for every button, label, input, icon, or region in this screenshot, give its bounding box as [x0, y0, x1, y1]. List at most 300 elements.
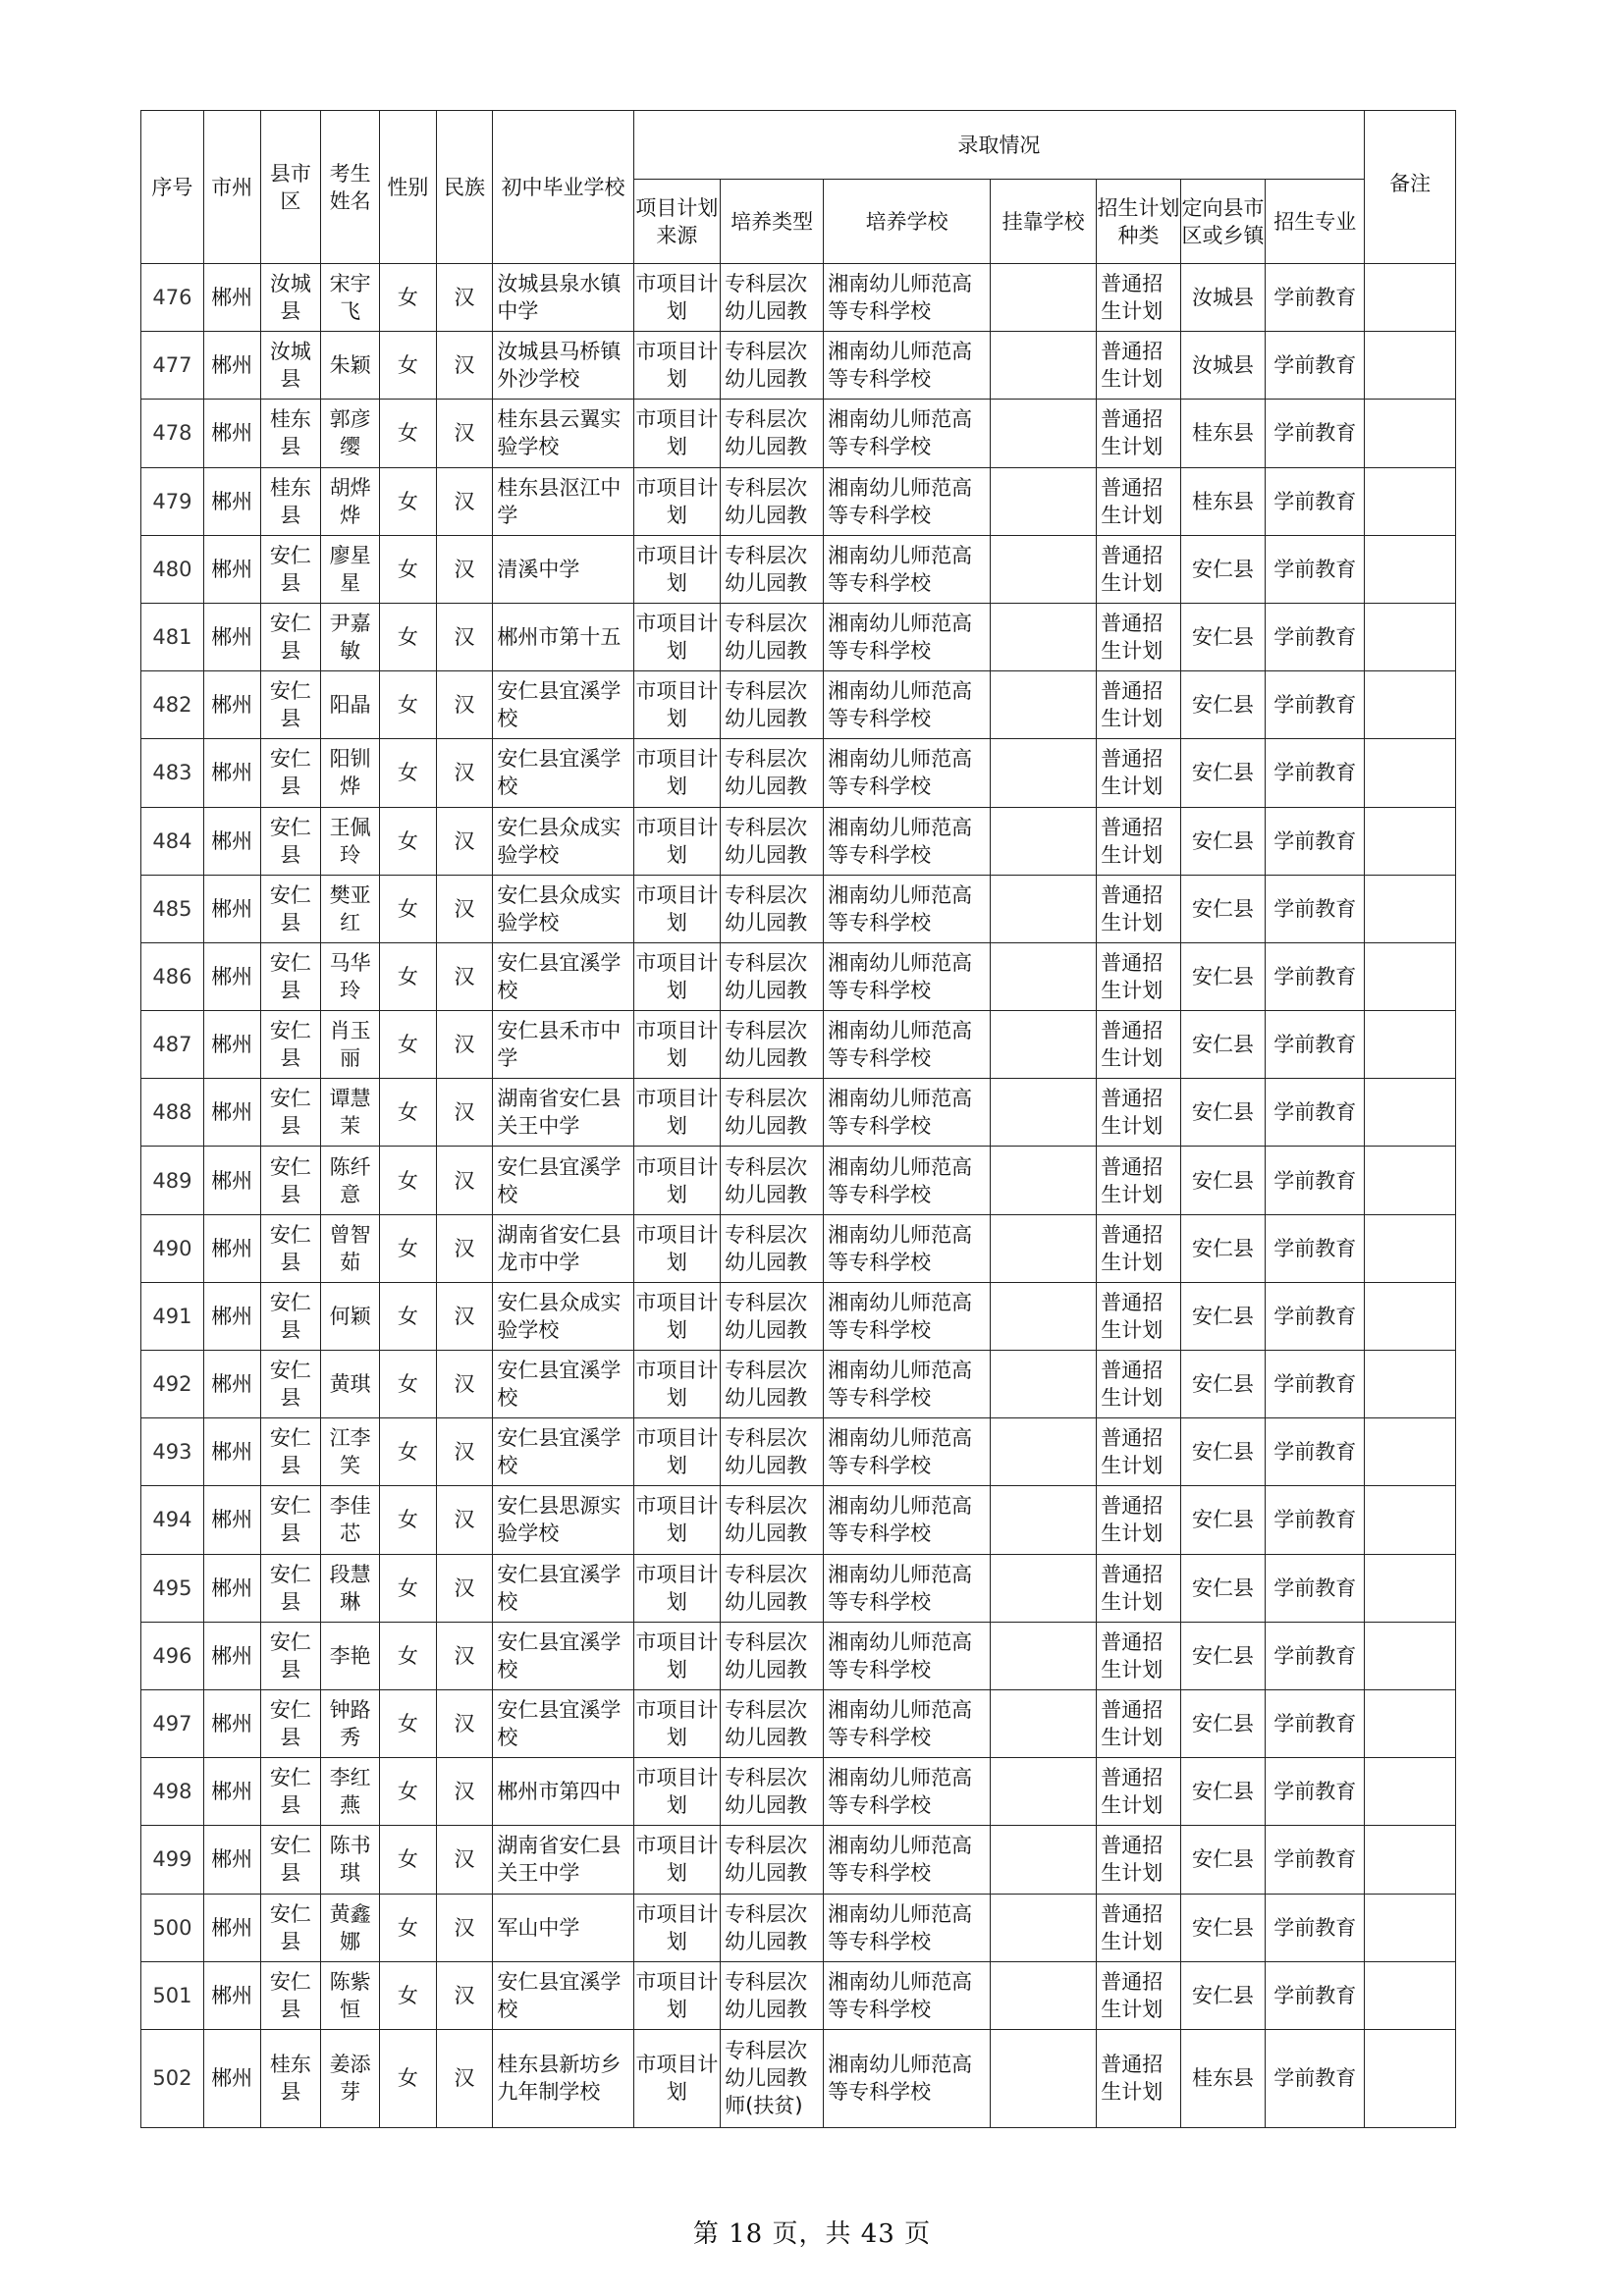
table-row: [141, 739, 1456, 807]
cell-gender: 女: [380, 603, 437, 670]
cell-plan-kind-text: 普通招生计划: [1101, 1019, 1164, 1071]
cell-city: 郴州: [203, 1486, 260, 1554]
cell-train-type: [721, 1758, 824, 1826]
cell-plan-kind: [1097, 2029, 1180, 2127]
cell-train-school-text: 湘南幼儿师范高等专科学校: [828, 272, 973, 324]
cell-train-type-text: 专科层次幼儿园教: [725, 1426, 808, 1478]
table-row: [141, 1351, 1456, 1418]
cell-gender: 女: [380, 1214, 437, 1282]
cell-plan-source: [633, 1351, 721, 1418]
cell-plan-source-text: 市项目计划: [635, 612, 719, 664]
cell-train-school-text: 湘南幼儿师范高等专科学校: [828, 543, 973, 595]
cell-target-area: 安仁县: [1180, 1622, 1266, 1689]
header-train-type: 培养类型: [721, 180, 824, 264]
cell-plan-source-text: 市项目计划: [635, 1901, 719, 1953]
cell-train-school-text: 湘南幼儿师范高等专科学校: [828, 950, 973, 1002]
cell-plan-kind: [1097, 1961, 1180, 2029]
cell-plan-kind: [1097, 1554, 1180, 1622]
cell-plan-source-text: 市项目计划: [635, 1222, 719, 1274]
cell-plan-source: [633, 671, 721, 739]
cell-train-type: [721, 1554, 824, 1622]
cell-middle-school: [493, 467, 633, 535]
header-ethnicity: 民族: [436, 111, 493, 264]
cell-plan-kind: [1097, 400, 1180, 467]
cell-plan-source-text: 市项目计划: [635, 1766, 719, 1818]
table-row: [141, 1622, 1456, 1689]
cell-plan-source-text: 市项目计划: [635, 1290, 719, 1342]
cell-gender: 女: [380, 1079, 437, 1147]
cell-name: 尹嘉敏: [321, 603, 380, 670]
cell-name: 王佩玲: [321, 807, 380, 875]
cell-county: 安仁县: [260, 1282, 321, 1350]
cell-train-school: [824, 1689, 991, 1757]
header-county: 县市区: [260, 111, 321, 264]
cell-plan-kind-text: 普通招生计划: [1101, 815, 1164, 867]
cell-plan-kind: [1097, 1079, 1180, 1147]
cell-plan-kind: [1097, 1011, 1180, 1079]
cell-city: 郴州: [203, 1554, 260, 1622]
cell-major: 学前教育: [1266, 400, 1365, 467]
cell-seq: 499: [141, 1826, 204, 1894]
cell-train-school: [824, 1418, 991, 1486]
cell-affiliated-school: [991, 1758, 1097, 1826]
cell-name: 朱颖: [321, 332, 380, 400]
cell-name: 樊亚红: [321, 875, 380, 942]
cell-plan-kind-text: 普通招生计划: [1101, 1698, 1164, 1750]
header-gender: 性别: [380, 111, 437, 264]
cell-train-school-text: 湘南幼儿师范高等专科学校: [828, 1629, 973, 1682]
cell-affiliated-school: [991, 1351, 1097, 1418]
cell-name: 宋宇飞: [321, 264, 380, 332]
cell-county: 桂东县: [260, 2029, 321, 2127]
cell-train-type: [721, 1486, 824, 1554]
header-admission: 录取情况: [633, 111, 1365, 180]
cell-train-type-text: 专科层次幼儿园教: [725, 1698, 808, 1750]
cell-ethnicity: 汉: [436, 1689, 493, 1757]
cell-county: 安仁县: [260, 1826, 321, 1894]
table-row: [141, 535, 1456, 603]
table-row: [141, 603, 1456, 670]
cell-middle-school: [493, 1554, 633, 1622]
cell-plan-kind: [1097, 1214, 1180, 1282]
cell-train-school-text: 湘南幼儿师范高等专科学校: [828, 1901, 973, 1953]
cell-city: 郴州: [203, 739, 260, 807]
cell-plan-kind-text: 普通招生计划: [1101, 1359, 1164, 1411]
cell-ethnicity: 汉: [436, 1554, 493, 1622]
cell-ethnicity: 汉: [436, 1826, 493, 1894]
cell-affiliated-school: [991, 264, 1097, 332]
cell-plan-source: [633, 1147, 721, 1214]
cell-plan-source: [633, 942, 721, 1010]
cell-seq: 492: [141, 1351, 204, 1418]
cell-plan-kind: [1097, 942, 1180, 1010]
cell-name: 黄琪: [321, 1351, 380, 1418]
cell-name: 黄鑫娜: [321, 1894, 380, 1961]
cell-city: 郴州: [203, 1758, 260, 1826]
cell-target-area: 安仁县: [1180, 1486, 1266, 1554]
cell-train-school-text: 湘南幼儿师范高等专科学校: [828, 475, 973, 527]
cell-middle-school-text: 安仁县宜溪学校: [497, 950, 622, 1002]
cell-affiliated-school: [991, 1282, 1097, 1350]
cell-train-school: [824, 1894, 991, 1961]
cell-train-school: [824, 467, 991, 535]
cell-seq: 501: [141, 1961, 204, 2029]
cell-major: 学前教育: [1266, 1554, 1365, 1622]
table-row: [141, 875, 1456, 942]
cell-train-type: [721, 1147, 824, 1214]
cell-name: 阳晶: [321, 671, 380, 739]
cell-affiliated-school: [991, 1622, 1097, 1689]
cell-affiliated-school: [991, 1147, 1097, 1214]
cell-train-school: [824, 1554, 991, 1622]
cell-county: 安仁县: [260, 671, 321, 739]
cell-plan-kind-text: 普通招生计划: [1101, 679, 1164, 731]
cell-middle-school: [493, 1282, 633, 1350]
cell-ethnicity: 汉: [436, 1961, 493, 2029]
cell-train-type: [721, 1961, 824, 2029]
cell-seq: 493: [141, 1418, 204, 1486]
cell-plan-kind: [1097, 1486, 1180, 1554]
cell-seq: 496: [141, 1622, 204, 1689]
cell-major: 学前教育: [1266, 1758, 1365, 1826]
cell-train-school: [824, 807, 991, 875]
cell-middle-school-text: 桂东县云翼实验学校: [497, 407, 622, 459]
cell-county: 桂东县: [260, 467, 321, 535]
cell-train-school: [824, 1147, 991, 1214]
cell-middle-school: [493, 603, 633, 670]
cell-train-type: [721, 1418, 824, 1486]
cell-train-type-text: 专科层次幼儿园教: [725, 1901, 808, 1953]
cell-plan-kind-text: 普通招生计划: [1101, 1562, 1164, 1614]
cell-major: 学前教育: [1266, 1147, 1365, 1214]
cell-train-school-text: 湘南幼儿师范高等专科学校: [828, 1290, 973, 1342]
cell-target-area: 安仁县: [1180, 1961, 1266, 2029]
cell-plan-source-text: 市项目计划: [635, 1154, 719, 1206]
cell-seq: 486: [141, 942, 204, 1010]
cell-train-type-text: 专科层次幼儿园教: [725, 1222, 808, 1274]
cell-train-type: [721, 467, 824, 535]
cell-ethnicity: 汉: [436, 603, 493, 670]
cell-plan-kind-text: 普通招生计划: [1101, 1834, 1164, 1886]
cell-train-type-text: 专科层次幼儿园教: [725, 679, 808, 731]
cell-remarks: [1365, 2029, 1456, 2127]
cell-affiliated-school: [991, 1894, 1097, 1961]
cell-remarks: [1365, 1418, 1456, 1486]
cell-plan-kind: [1097, 332, 1180, 400]
cell-affiliated-school: [991, 1486, 1097, 1554]
cell-remarks: [1365, 1554, 1456, 1622]
cell-major: 学前教育: [1266, 875, 1365, 942]
cell-remarks: [1365, 1079, 1456, 1147]
cell-ethnicity: 汉: [436, 875, 493, 942]
cell-train-school: [824, 603, 991, 670]
cell-plan-kind-text: 普通招生计划: [1101, 340, 1164, 392]
cell-seq: 491: [141, 1282, 204, 1350]
cell-name: 胡烨烨: [321, 467, 380, 535]
cell-middle-school-text: 安仁县宜溪学校: [497, 679, 622, 731]
cell-train-type-text: 专科层次幼儿园教师(扶贫): [725, 2039, 808, 2118]
cell-target-area: 安仁县: [1180, 1079, 1266, 1147]
cell-seq: 476: [141, 264, 204, 332]
cell-train-school: [824, 942, 991, 1010]
cell-train-school: [824, 671, 991, 739]
cell-seq: 481: [141, 603, 204, 670]
cell-city: 郴州: [203, 332, 260, 400]
cell-plan-source-text: 市项目计划: [635, 679, 719, 731]
cell-major: 学前教育: [1266, 739, 1365, 807]
cell-gender: 女: [380, 1554, 437, 1622]
header-remarks: 备注: [1365, 111, 1456, 264]
cell-middle-school-text: 湖南省安仁县关王中学: [497, 1087, 622, 1139]
cell-city: 郴州: [203, 2029, 260, 2127]
cell-county: 安仁县: [260, 1894, 321, 1961]
cell-middle-school: [493, 1758, 633, 1826]
cell-train-school: [824, 332, 991, 400]
cell-county: 安仁县: [260, 1961, 321, 2029]
header-target-area: 定向县市区或乡镇: [1180, 180, 1266, 264]
table-row: [141, 1147, 1456, 1214]
cell-affiliated-school: [991, 1554, 1097, 1622]
cell-middle-school-text: 郴州市第十五: [497, 625, 622, 650]
cell-name: 肖玉丽: [321, 1011, 380, 1079]
cell-plan-source-text: 市项目计划: [635, 272, 719, 324]
cell-affiliated-school: [991, 1418, 1097, 1486]
cell-major: 学前教育: [1266, 1418, 1365, 1486]
cell-county: 安仁县: [260, 535, 321, 603]
cell-remarks: [1365, 467, 1456, 535]
cell-plan-source-text: 市项目计划: [635, 1629, 719, 1682]
cell-ethnicity: 汉: [436, 1758, 493, 1826]
cell-major: 学前教育: [1266, 535, 1365, 603]
cell-city: 郴州: [203, 1961, 260, 2029]
cell-plan-kind: [1097, 264, 1180, 332]
cell-remarks: [1365, 942, 1456, 1010]
cell-plan-kind-text: 普通招生计划: [1101, 1969, 1164, 2021]
cell-train-school-text: 湘南幼儿师范高等专科学校: [828, 612, 973, 664]
cell-affiliated-school: [991, 1689, 1097, 1757]
cell-gender: 女: [380, 1689, 437, 1757]
cell-major: 学前教育: [1266, 671, 1365, 739]
cell-middle-school-text: 清溪中学: [497, 557, 580, 581]
cell-ethnicity: 汉: [436, 400, 493, 467]
cell-middle-school: [493, 875, 633, 942]
cell-seq: 480: [141, 535, 204, 603]
page-footer: 第 18 页，共 43 页: [692, 2219, 932, 2249]
cell-middle-school: [493, 1894, 633, 1961]
cell-affiliated-school: [991, 739, 1097, 807]
cell-name: 陈书琪: [321, 1826, 380, 1894]
cell-major: 学前教育: [1266, 332, 1365, 400]
cell-train-school: [824, 1079, 991, 1147]
cell-gender: 女: [380, 807, 437, 875]
cell-remarks: [1365, 1214, 1456, 1282]
cell-target-area: 桂东县: [1180, 467, 1266, 535]
cell-plan-kind: [1097, 739, 1180, 807]
cell-plan-kind: [1097, 467, 1180, 535]
header-middle-school: 初中毕业学校: [493, 111, 633, 264]
cell-ethnicity: 汉: [436, 1622, 493, 1689]
header-name: 考生姓名: [321, 111, 380, 264]
cell-name: 廖星星: [321, 535, 380, 603]
cell-name: 曾智茹: [321, 1214, 380, 1282]
cell-affiliated-school: [991, 332, 1097, 400]
cell-train-type: [721, 1079, 824, 1147]
table-row: [141, 1486, 1456, 1554]
table-row: [141, 467, 1456, 535]
cell-target-area: 安仁县: [1180, 1826, 1266, 1894]
cell-plan-source: [633, 1282, 721, 1350]
cell-name: 谭慧茉: [321, 1079, 380, 1147]
cell-train-school-text: 湘南幼儿师范高等专科学校: [828, 1154, 973, 1206]
cell-major: 学前教育: [1266, 603, 1365, 670]
cell-middle-school-text: 安仁县宜溪学校: [497, 1562, 622, 1614]
cell-name: 姜添芽: [321, 2029, 380, 2127]
cell-seq: 490: [141, 1214, 204, 1282]
cell-middle-school: [493, 739, 633, 807]
cell-middle-school: [493, 2029, 633, 2127]
cell-middle-school-text: 安仁县禾市中学: [497, 1019, 622, 1071]
cell-middle-school: [493, 1826, 633, 1894]
table-row: [141, 332, 1456, 400]
cell-plan-source-text: 市项目计划: [635, 407, 719, 459]
cell-seq: 482: [141, 671, 204, 739]
cell-seq: 487: [141, 1011, 204, 1079]
cell-major: 学前教育: [1266, 467, 1365, 535]
cell-plan-kind: [1097, 1826, 1180, 1894]
cell-plan-kind-text: 普通招生计划: [1101, 1629, 1164, 1682]
cell-major: 学前教育: [1266, 1282, 1365, 1350]
cell-plan-kind-text: 普通招生计划: [1101, 612, 1164, 664]
cell-plan-source: [633, 1011, 721, 1079]
cell-remarks: [1365, 535, 1456, 603]
cell-plan-kind-text: 普通招生计划: [1101, 1766, 1164, 1818]
cell-name: 钟路秀: [321, 1689, 380, 1757]
cell-train-type: [721, 1351, 824, 1418]
cell-train-type: [721, 535, 824, 603]
cell-gender: 女: [380, 1351, 437, 1418]
cell-name: 江李笑: [321, 1418, 380, 1486]
table-row: [141, 400, 1456, 467]
cell-gender: 女: [380, 875, 437, 942]
cell-gender: 女: [380, 1894, 437, 1961]
cell-plan-kind: [1097, 1282, 1180, 1350]
cell-affiliated-school: [991, 467, 1097, 535]
cell-plan-kind-text: 普通招生计划: [1101, 543, 1164, 595]
cell-middle-school-text: 安仁县宜溪学校: [497, 1698, 622, 1750]
cell-train-school-text: 湘南幼儿师范高等专科学校: [828, 747, 973, 799]
cell-plan-source-text: 市项目计划: [635, 1359, 719, 1411]
cell-plan-source: [633, 1894, 721, 1961]
cell-train-school-text: 湘南幼儿师范高等专科学校: [828, 1969, 973, 2021]
cell-target-area: 安仁县: [1180, 1011, 1266, 1079]
table-row: [141, 1554, 1456, 1622]
cell-plan-kind-text: 普通招生计划: [1101, 1222, 1164, 1274]
cell-plan-source-text: 市项目计划: [635, 1698, 719, 1750]
cell-train-type-text: 专科层次幼儿园教: [725, 1087, 808, 1139]
cell-major: 学前教育: [1266, 1826, 1365, 1894]
cell-train-type: [721, 603, 824, 670]
cell-seq: 477: [141, 332, 204, 400]
cell-gender: 女: [380, 332, 437, 400]
cell-name: 何颖: [321, 1282, 380, 1350]
table-row: [141, 1758, 1456, 1826]
cell-plan-kind: [1097, 671, 1180, 739]
cell-middle-school: [493, 1961, 633, 2029]
cell-train-school: [824, 1826, 991, 1894]
cell-train-school: [824, 739, 991, 807]
cell-train-school-text: 湘南幼儿师范高等专科学校: [828, 1834, 973, 1886]
cell-major: 学前教育: [1266, 807, 1365, 875]
cell-plan-source-text: 市项目计划: [635, 950, 719, 1002]
cell-train-school-text: 湘南幼儿师范高等专科学校: [828, 679, 973, 731]
table-row: [141, 1214, 1456, 1282]
cell-plan-source: [633, 603, 721, 670]
cell-target-area: 安仁县: [1180, 1894, 1266, 1961]
cell-affiliated-school: [991, 535, 1097, 603]
cell-affiliated-school: [991, 1826, 1097, 1894]
cell-middle-school-text: 安仁县众成实验学校: [497, 815, 622, 867]
cell-ethnicity: 汉: [436, 1894, 493, 1961]
cell-gender: 女: [380, 1486, 437, 1554]
cell-remarks: [1365, 1351, 1456, 1418]
cell-gender: 女: [380, 264, 437, 332]
table-row: [141, 1826, 1456, 1894]
table-row: [141, 264, 1456, 332]
cell-county: 安仁县: [260, 1622, 321, 1689]
cell-train-type-text: 专科层次幼儿园教: [725, 475, 808, 527]
header-city: 市州: [203, 111, 260, 264]
cell-gender: 女: [380, 1147, 437, 1214]
cell-city: 郴州: [203, 1011, 260, 1079]
cell-plan-source: [633, 332, 721, 400]
cell-city: 郴州: [203, 671, 260, 739]
cell-middle-school-text: 湖南省安仁县龙市中学: [497, 1222, 622, 1274]
cell-city: 郴州: [203, 1418, 260, 1486]
cell-city: 郴州: [203, 1214, 260, 1282]
cell-plan-kind: [1097, 1622, 1180, 1689]
cell-plan-kind-text: 普通招生计划: [1101, 747, 1164, 799]
cell-name: 陈纤意: [321, 1147, 380, 1214]
cell-plan-source: [633, 1758, 721, 1826]
cell-target-area: 安仁县: [1180, 807, 1266, 875]
cell-middle-school: [493, 1011, 633, 1079]
cell-plan-source: [633, 1486, 721, 1554]
cell-middle-school: [493, 1079, 633, 1147]
cell-seq: 488: [141, 1079, 204, 1147]
cell-middle-school: [493, 535, 633, 603]
cell-seq: 498: [141, 1758, 204, 1826]
cell-major: 学前教育: [1266, 1894, 1365, 1961]
cell-train-school: [824, 2029, 991, 2127]
cell-target-area: 汝城县: [1180, 264, 1266, 332]
cell-train-type: [721, 332, 824, 400]
cell-gender: 女: [380, 739, 437, 807]
cell-plan-kind-text: 普通招生计划: [1101, 1901, 1164, 1953]
cell-ethnicity: 汉: [436, 2029, 493, 2127]
cell-gender: 女: [380, 942, 437, 1010]
cell-name: 李艳: [321, 1622, 380, 1689]
cell-seq: 478: [141, 400, 204, 467]
cell-plan-source-text: 市项目计划: [635, 1019, 719, 1071]
cell-target-area: 安仁县: [1180, 1758, 1266, 1826]
header-major: 招生专业: [1266, 180, 1365, 264]
cell-ethnicity: 汉: [436, 1011, 493, 1079]
cell-gender: 女: [380, 1826, 437, 1894]
cell-train-type: [721, 671, 824, 739]
cell-gender: 女: [380, 535, 437, 603]
cell-remarks: [1365, 1961, 1456, 2029]
cell-train-school-text: 湘南幼儿师范高等专科学校: [828, 1426, 973, 1478]
